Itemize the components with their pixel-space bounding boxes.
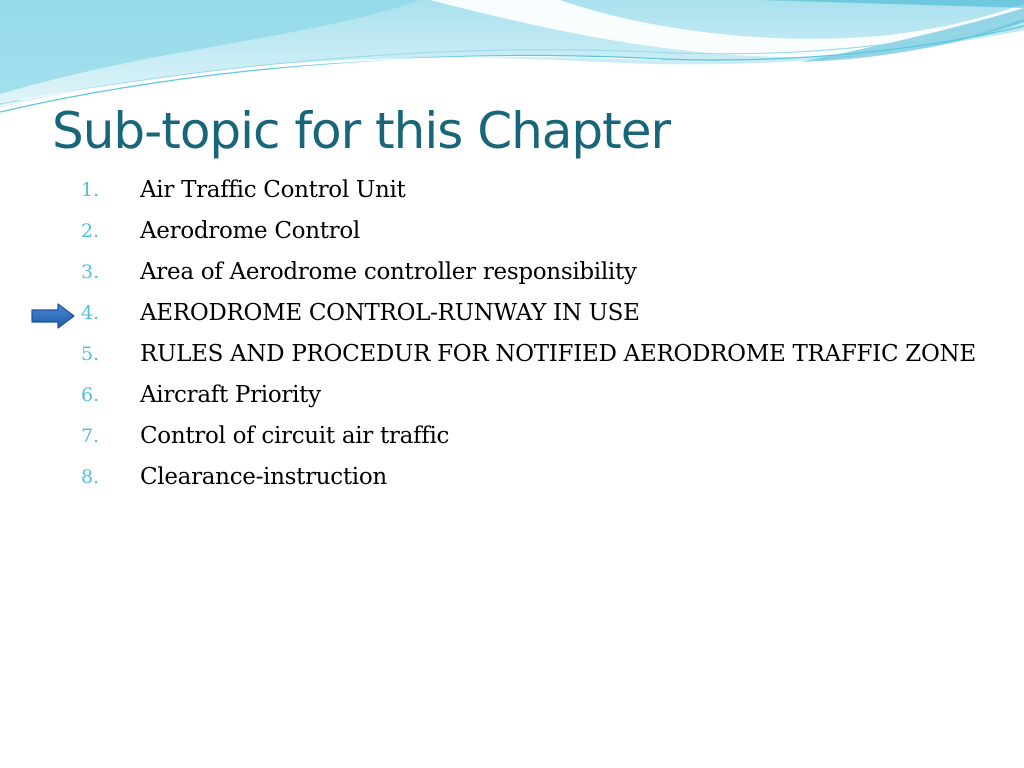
list-item-text: Air Traffic Control Unit: [140, 177, 406, 203]
list-item-text: Clearance-instruction: [140, 464, 387, 490]
list-item: [0, 174, 1024, 207]
list-item: [0, 379, 1024, 412]
list-item-number: 5.: [81, 343, 100, 365]
list-item: [0, 420, 1024, 453]
list-item-text: Control of circuit air traffic: [140, 423, 450, 449]
topic-list: [0, 174, 1024, 502]
list-item: [0, 461, 1024, 494]
list-item-text: Aerodrome Control: [140, 218, 360, 244]
list-item-number: 6.: [81, 384, 100, 406]
slide-title: Sub-topic for this Chapter: [52, 102, 671, 160]
list-item-number: 2.: [81, 220, 100, 242]
list-item-number: 8.: [81, 466, 100, 488]
list-item: [0, 215, 1024, 248]
list-item: [0, 256, 1024, 289]
list-item-number: 7.: [81, 425, 100, 447]
list-item-number: 4.: [81, 302, 100, 324]
list-item-text: RULES AND PROCEDUR FOR NOTIFIED AERODROME TRAFFIC ZONE: [140, 341, 976, 367]
list-item: [0, 338, 1024, 371]
list-item-text: AERODROME CONTROL-RUNWAY IN USE: [140, 300, 640, 326]
list-item-number: 1.: [81, 179, 100, 201]
list-item-text: Aircraft Priority: [140, 382, 321, 408]
list-item-text: Area of Aerodrome controller responsibility: [140, 259, 637, 285]
list-item-number: 3.: [81, 261, 100, 283]
list-item: [0, 297, 1024, 330]
